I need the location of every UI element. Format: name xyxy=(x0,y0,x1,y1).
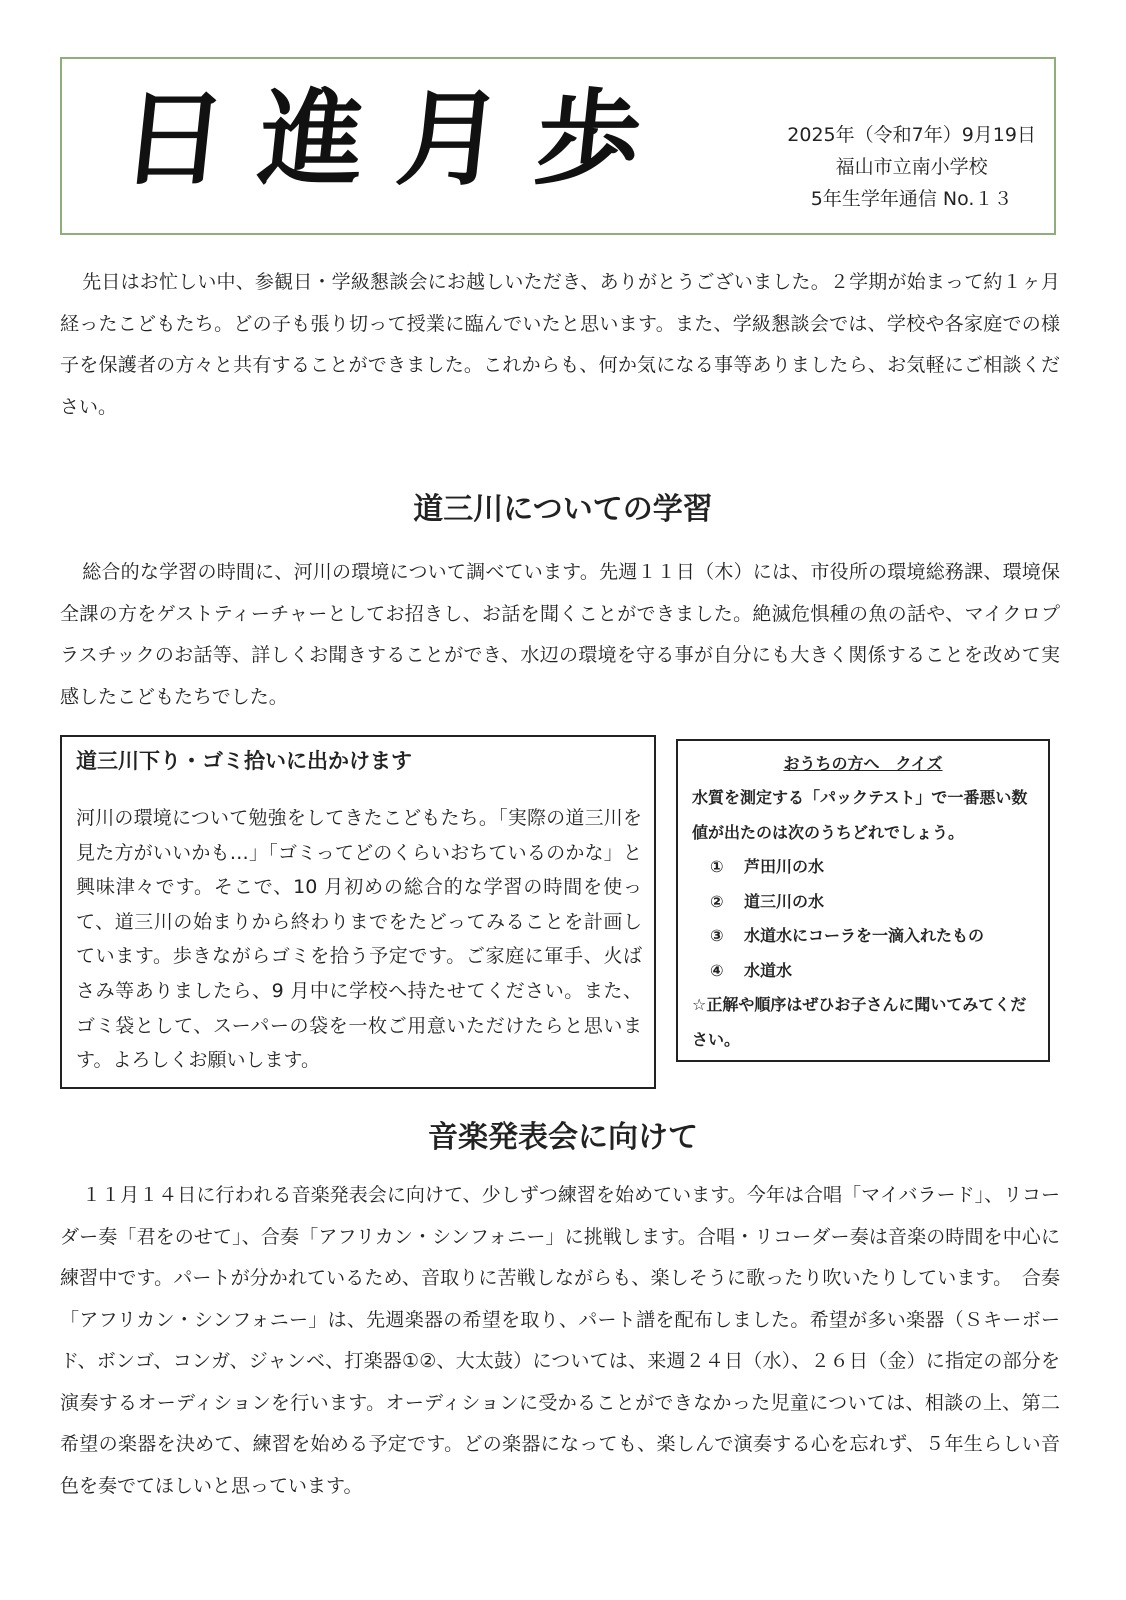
quiz-title: おうちの方へ クイズ xyxy=(783,754,943,773)
issue-info xyxy=(787,119,1036,215)
intro-paragraph: 先日はお忙しい中、参観日・学級懇談会にお越しいただき、ありがとうございました。２学期が始まって約１ヶ月経ったこどもたち。どの子も張り切って授業に臨んでいたと思います。また、学級懇談会では、学校や各家庭での様子を保護者の方々と共有することができました。これからも、何か気になる事等ありましたら、お気軽にご相談ください。 xyxy=(60,271,1060,418)
quiz-box xyxy=(676,739,1050,1062)
quiz-note: ☆正解や順序はぜひお子さんに聞いてみてください。 xyxy=(692,995,1027,1049)
quiz-question: 水質を測定する「パックテスト」で一番悪い数値が出たのは次のうちどれでしょう。 xyxy=(692,788,1028,842)
notice-body: 河川の環境について勉強をしてきたこどもたち。「実際の道三川を見た方がいいかも…」「ゴミってどのくらいおちているのかな」と興味津々です。そこで、10 月初めの総合的な学習の時間を使って、道三川の始まりから終わりまでをたどってみることを計画しています。歩きながらゴミを拾う予定です。ご家庭に軍手、火ばさみ等ありましたら、9 月中に学校へ持たせてください。また、ゴミ袋として、スーパーの袋を一枚ご用意いただけたらと思います。よろしくお願いします。 xyxy=(76,807,642,1072)
quiz-option: ① 芦田川の水 xyxy=(710,857,825,876)
issue-date: 2025年（令和7年）9月19日 xyxy=(787,124,1036,146)
issue-number: 5年生学年通信 No.１３ xyxy=(810,188,1013,210)
school-name: 福山市立南小学校 xyxy=(835,156,988,178)
section-title-music: 音楽発表会に向けて xyxy=(428,1120,698,1155)
quiz-option: ④ 水道水 xyxy=(710,960,793,980)
notice-box xyxy=(60,735,656,1089)
quiz-option: ③ 水道水にコーラを一滴入れたもの xyxy=(710,926,985,945)
quiz-option: ② 道三川の水 xyxy=(710,891,825,911)
masthead-title: 日進月歩 xyxy=(115,77,681,200)
notice-title: 道三川下り・ゴミ拾いに出かけます xyxy=(76,749,412,773)
masthead-box xyxy=(60,57,1056,235)
section-body-river: 総合的な学習の時間に、河川の環境について調べています。先週１１日（木）には、市役所の環境総務課、環境保全課の方をゲストティーチャーとしてお招きし、お話を聞くことができました。絶滅危惧種の魚の話や、マイクロプラスチックのお話等、詳しくお聞きすることができ、水辺の環境を守る事が自分にも大きく関係することを改めて実感したこどもたちでした。 xyxy=(60,561,1060,708)
section-title-river: 道三川についての学習 xyxy=(413,492,713,527)
section-body-music: １１月１４日に行われる音楽発表会に向けて、少しずつ練習を始めています。今年は合唱「マイバラード」、リコーダー奏「君をのせて」、合奏「アフリカン・シンフォニー」に挑戦します。合唱・リコーダー奏は音楽の時間を中心に練習中です。パートが分かれているため、音取りに苦戦しながらも、楽しそうに歌ったり吹いたりしています。 合奏「アフリカン・シンフォニー」は、先週楽器の希望を取り、パート譜を配布しました。希望が多い楽器（Ｓキーボード、ボンゴ、コンガ、ジャンベ、打楽器①②、大太鼓）については、来週２４日（水）、２６日（金）に指定の部分を演奏するオーディションを行います。オーディションに受かることができなかった児童については、相談の上、第二希望の楽器を決めて、練習を始める予定です。どの楽器になっても、楽しんで演奏する心を忘れず、５年生らしい音色を奏でてほしいと思っています。 xyxy=(60,1184,1060,1497)
